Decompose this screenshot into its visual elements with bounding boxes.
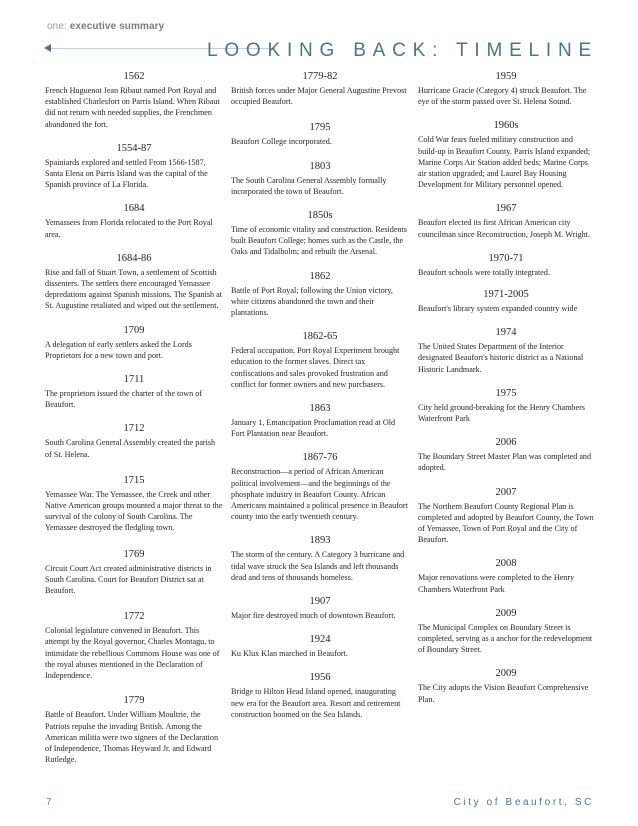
timeline-year: 1554-87 <box>116 142 152 154</box>
timeline-year: 1924 <box>309 634 331 646</box>
timeline-entry <box>231 160 409 197</box>
timeline-entry <box>45 610 223 681</box>
timeline-entry <box>418 326 594 375</box>
timeline-description: Beaufort College incorporated. <box>231 137 332 147</box>
timeline-entry <box>45 474 223 534</box>
timeline-entry <box>418 202 594 239</box>
timeline-description: January 1, Emancipation Proclamation read at Old Fort Plantation near Beaufort. <box>231 418 396 439</box>
timeline-entry <box>45 694 223 765</box>
timeline-entry <box>231 402 409 439</box>
timeline-entry <box>231 209 409 258</box>
timeline-year: 1867-76 <box>302 452 338 464</box>
timeline-year: 1772 <box>123 611 145 623</box>
timeline-year: 2009 <box>495 668 517 680</box>
timeline-description: Circuit Court Act created administrative districts in South Carolina. Court for Beaufort District sat at Beaufort. <box>45 563 212 596</box>
timeline-entry <box>45 373 223 410</box>
timeline-entry <box>45 548 223 597</box>
timeline-description: The Boundary Street Master Plan was completed and adopted. <box>418 452 592 473</box>
page-number: 7 <box>46 797 52 808</box>
timeline-description: The Municipal Complex on Boundary Street is completed, serving as a anchor for the redevelopment of Boundary Street. <box>418 622 593 655</box>
timeline-entry <box>418 288 594 314</box>
timeline-description: A delegation of early settlers asked the Lords Proprietors for a new town and port. <box>45 339 192 360</box>
timeline-description: Federal occupation. Port Royal Experiment brought education to the former slaves. Direct tax confiscations and sales provoked frustration and conflict for former owners and new purchasers. <box>231 346 400 389</box>
timeline-description: Major renovations were completed to the Henry Chambers Waterfront Park <box>418 573 575 594</box>
timeline-entry <box>45 142 223 191</box>
timeline-description: Major fire destroyed much of downtown Beaufort. <box>231 611 396 621</box>
timeline-year: 1893 <box>309 535 331 547</box>
timeline-year: 1562 <box>123 71 145 82</box>
timeline-description: Beaufort elected its first African American city councilman since Reconstruction, Joseph M. Wright. <box>418 218 590 239</box>
timeline-year: 1862-65 <box>302 331 338 343</box>
timeline-entry <box>231 595 409 621</box>
timeline-entry <box>231 633 409 659</box>
timeline-entry <box>418 252 594 278</box>
timeline-entry <box>418 486 594 546</box>
timeline-year: 1970-71 <box>488 252 524 264</box>
timeline-description: Beaufort's library system expanded country wide <box>418 304 578 314</box>
timeline-entry <box>418 557 594 594</box>
timeline-description: The storm of the century. A Category 3 hurricane and tidal wave struck the Sea Islands and left thousands dead and tens of thousands homeless. <box>231 550 405 582</box>
timeline-entry <box>231 121 409 147</box>
timeline-description: Spainiards explored and settled From 1566-1587, Santa Elena on Parris Island was the capital of the Spanish province of La Florida. <box>45 157 208 190</box>
timeline-description: Ku Klux Klan marched in Beaufort. <box>231 649 348 659</box>
timeline-description: Beaufort schools were totally integrated. <box>418 267 550 277</box>
timeline-description: Hurricane Gracie (Category 4) struck Beaufort. The eye of the storm passed over St. Helena Sound. <box>418 86 587 107</box>
timeline-description: Yemassee War. The Yemassee, the Creek and other Native American groups mounted a major threat to the survival of the colony of South Carolina. The Yemassee destroyed the fledgling town. <box>45 489 223 533</box>
timeline-description: The United States Department of the Interior designated Beaufort's historic district as a National Historic Landmark. <box>418 342 584 374</box>
timeline-entry <box>418 119 594 190</box>
timeline-year: 1960s <box>493 120 519 132</box>
timeline-column-1 <box>45 70 223 765</box>
timeline-description: Reconstruction—a period of African American political involvement—and the beginnings of the phosphate industry in Beaufort County. African Americans maintained a political presence in Beaufort county into the early twentieth century. <box>231 467 408 522</box>
section-header <box>47 21 164 32</box>
timeline-entry <box>231 451 409 522</box>
timeline-entry <box>418 436 594 473</box>
timeline-description: Time of economic vitality and construction. Residents built Beaufort College; homes such as the Castle, the Oaks and Tidalholm; and rebuilt the Arsenal. <box>231 225 407 257</box>
timeline-year: 1959 <box>495 71 517 82</box>
timeline-description: Colonial legislature convened in Beaufort. This attempt by the Royal governor, Charles Montagu, to intimidate the rebellious Commons House was one of the royal abuses mentioned in the Declaration of Independence. <box>45 626 220 681</box>
timeline-entry <box>231 534 409 583</box>
timeline-description: Rise and fall of Stuart Town, a settlement of Scottish dissenters. The settlers there encouraged Yemassee depredations against Spanish missions. The Spanish at St. Augustine retaliated and wiped out the settlement. <box>45 267 223 311</box>
timeline-entry <box>418 667 594 704</box>
section-title: executive summary <box>69 21 165 32</box>
timeline-year: 1971-2005 <box>483 289 529 301</box>
timeline-description: Yemassees from Florida relocated to the Port Royal area. <box>45 218 213 239</box>
timeline-entry <box>418 387 594 424</box>
timeline-year: 1850s <box>307 210 333 222</box>
timeline-column-2 <box>231 70 409 720</box>
timeline-entry <box>231 70 409 107</box>
timeline-description: South Carolina General Assembly created the parish of St. Helena. <box>45 438 216 459</box>
timeline-entry <box>231 671 409 720</box>
timeline-description: Bridge to Hilton Head Island opened, inaugurating new era for the Beaufort area. Resort and retirement construction boomed on the Sea Islands. <box>231 687 401 719</box>
timeline-year: 1863 <box>309 403 331 415</box>
timeline-year: 1862 <box>309 270 331 282</box>
timeline-description: Battle of Beaufort. Under William Moultrie, the Patriots repulse the invading British. Among the American militia were two signers of the Declaration of Independence, Thomas Heyward Jr. and Edward Rutledge. <box>45 710 219 765</box>
timeline-description: City held ground-breaking for the Henry Chambers Waterfront Park <box>418 402 585 424</box>
timeline-year: 1712 <box>123 423 145 435</box>
timeline-year: 2008 <box>495 558 517 570</box>
timeline-year: 1974 <box>495 327 517 339</box>
timeline-entry <box>45 324 223 361</box>
timeline-year: 1956 <box>309 672 331 684</box>
timeline-year: 1711 <box>123 374 145 386</box>
page-title: LOOKING BACK: TIMELINE <box>206 40 598 61</box>
timeline-year: 2009 <box>495 607 517 619</box>
timeline-column-3 <box>418 70 594 705</box>
timeline-entry <box>418 70 594 107</box>
timeline-year: 1779-82 <box>302 71 338 82</box>
arrow-left-icon <box>44 44 51 52</box>
timeline-year: 2006 <box>495 437 517 449</box>
timeline-year: 1769 <box>123 548 145 560</box>
timeline-year: 1795 <box>309 122 331 134</box>
timeline-description: Cold War fears fueled military construction and build-up in Beaufort County. Parris Island expanded; Marine Corps Air Station added beds; Marine Corps air station upgraded; and Laurel Bay Housing Development for Military personnel opened. <box>418 135 591 190</box>
timeline-description: The Northern Beaufort County Regional Plan is completed and adopted by Beaufort County, the Town of Yemassee, Town of Port Royal and the City of Beaufort. <box>418 501 594 545</box>
section-prefix: one: <box>47 21 70 32</box>
timeline-year: 1715 <box>123 474 145 486</box>
timeline-year: 1907 <box>309 596 331 608</box>
timeline-year: 2007 <box>495 486 517 498</box>
timeline-description: The proprietors issued the charter of the town of Beaufort. <box>45 389 203 410</box>
timeline-entry <box>418 607 594 656</box>
footer-city-name: City of Beaufort, SC <box>453 797 594 808</box>
timeline-year: 1975 <box>495 387 517 399</box>
timeline-entry <box>45 252 223 312</box>
timeline-year: 1967 <box>495 203 517 215</box>
timeline-entry <box>45 202 223 239</box>
timeline-description: The South Carolina General Assembly formally incorporated the town of Beaufort. <box>231 175 387 196</box>
timeline-entry <box>231 270 409 319</box>
timeline-year: 1684 <box>123 203 145 215</box>
timeline-year: 1709 <box>123 324 145 336</box>
timeline-entry <box>231 330 409 390</box>
timeline-entry <box>45 70 223 130</box>
timeline-description: French Huguenot Jean Ribaut named Port Royal and established Charlesfort on Parris Island. When Ribaut did not return with needed supplies, the Frenchmen abandoned the fort. <box>45 86 220 129</box>
timeline-entry <box>45 422 223 459</box>
timeline-description: The City adopts the Vision Beaufort Comprehensive Plan. <box>418 683 589 704</box>
timeline-year: 1803 <box>309 160 331 172</box>
timeline-year: 1779 <box>123 695 145 707</box>
timeline-description: British forces under Major General Augustine Prevost occupied Beaufort. <box>231 86 407 107</box>
timeline-year: 1684-86 <box>116 252 152 264</box>
timeline-description: Battle of Port Royal; following the Union victory, white citizens abandoned the town and their plantations. <box>231 285 393 318</box>
